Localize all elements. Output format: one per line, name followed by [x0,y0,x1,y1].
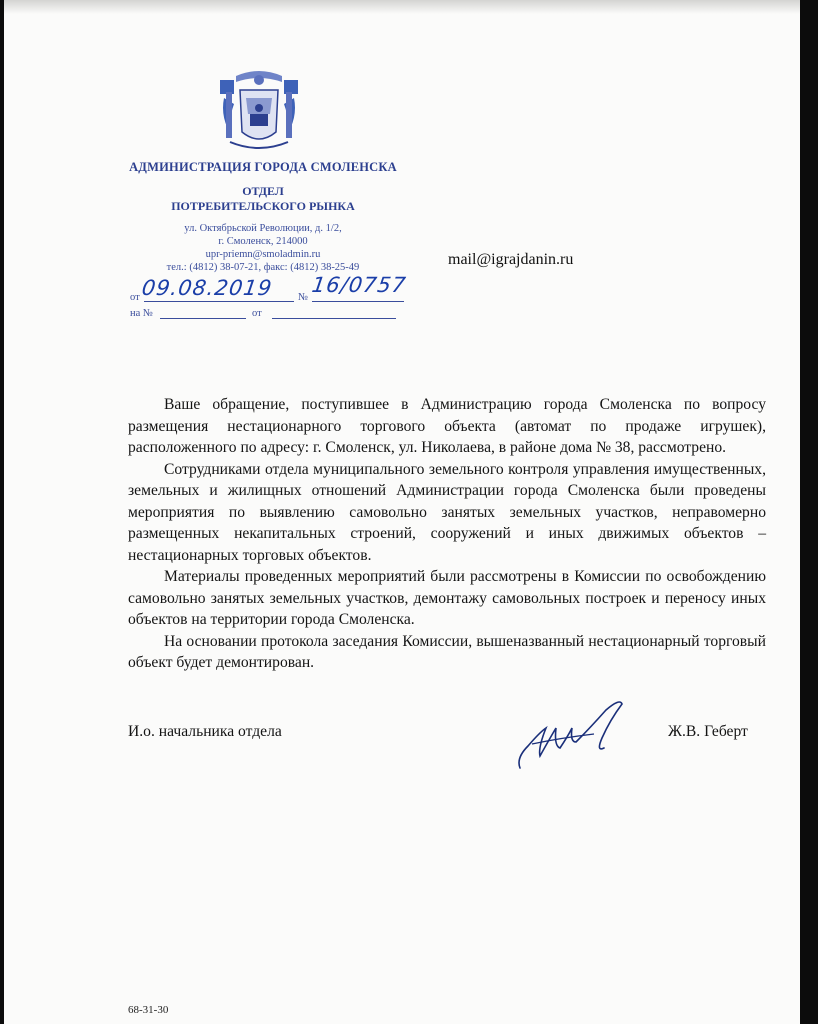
department-line-1: ОТДЕЛ [242,184,284,198]
ref-number-label: на № [130,308,153,319]
department-line-2: ПОТРЕБИТЕЛЬСКОГО РЫНКА [171,199,355,213]
letterhead-phones: тел.: (4812) 38-07-21, факс: (4812) 38-25-49 [166,262,360,273]
recipient-email: mail@igrajdanin.ru [448,251,574,268]
reg-number-handwritten: 16/0757 [310,273,408,297]
body-paragraph-4: На основании протокола заседания Комиссии, вышеназванный нестационарный торговый объект будет демонтирован. [128,632,766,671]
reg-date-label: от [130,292,140,303]
body-paragraph-1: Ваше обращение, поступившее в Администрацию города Смоленска по вопросу размещения нестационарного торгового объекта (автомат по продаже игрушек), расположенного по адресу: г. Смоленск, ул. Николаева, в районе дома № 38, рассмотрено. [128,396,766,456]
handwritten-signature [510,698,640,778]
signatory-name: Ж.В. Геберт [668,723,748,740]
footer-code: 68-31-30 [128,1004,169,1016]
city-coat-of-arms-emblem [216,68,302,154]
ref-from-label: от [252,308,262,319]
signatory-position: И.о. начальника отдела [128,723,282,740]
letterhead-email: upr-priemn@smoladmin.ru [205,249,321,260]
org-name: АДМИНИСТРАЦИЯ ГОРОДА СМОЛЕНСКА [129,160,397,174]
body-paragraph-2: Сотрудниками отдела муниципального земельного контроля управления имущественных, земельных и жилищных отношений Администрации города Смоленска были проведены мероприятия по выявлению самовольно занятых земельных участков, неправомерно размещенных некапитальных строений, сооружений и иных движимых объектов – нестационарных торговых объектов. [128,460,766,564]
reg-date-handwritten: 09.08.2019 [140,276,274,300]
address-street: ул. Октябрьской Революции, д. 1/2, [184,223,342,234]
reg-number-underline [312,301,404,302]
reg-date-underline [144,301,294,302]
letter-body [128,394,766,674]
address-city: г. Смоленск, 214000 [218,236,308,247]
ref-from-underline [272,318,396,319]
reg-number-label: № [298,292,309,303]
paper-edge-shadow [4,0,800,14]
ref-number-underline [160,318,246,319]
department-name [110,184,416,214]
body-paragraph-3: Материалы проведенных мероприятий были рассмотрены в Комиссии по освобождению самовольно занятых земельных участков, демонтажу самовольных построек и переносу иных объектов на территории города Смоленска. [128,568,766,628]
letterhead-address [110,222,416,274]
